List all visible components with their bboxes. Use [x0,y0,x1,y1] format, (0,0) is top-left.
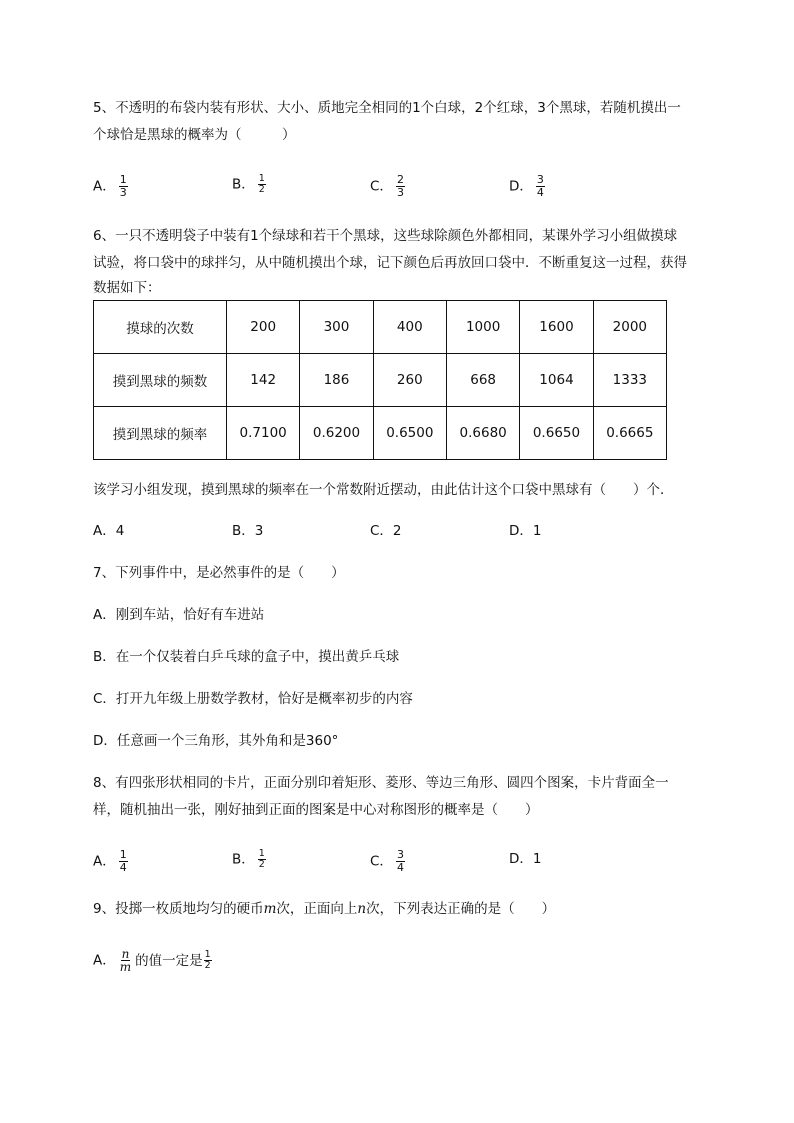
q7-option-a: A．刚到车站，恰好有车进站 [93,607,265,623]
table-cell: 1000 [446,301,519,354]
table-row-header: 摸到黑球的频率 [94,407,227,460]
q6-option-a: A．4 [93,523,125,539]
variable-n: n [357,901,367,917]
table-cell: 200 [227,301,300,354]
table-row-header: 摸球的次数 [94,301,227,354]
q8-stem-line1: 8、有四张形状相同的卡片，正面分别印着矩形、菱形、等边三角形、圆四个图案，卡片背面全一 [93,775,669,791]
q7-option-b: B．在一个仅装着白乒乓球的盒子中，摸出黄乒乓球 [93,649,400,665]
q6-option-b: B．3 [232,523,264,539]
data-table [93,300,667,460]
q8-option-a: A． $\frac{1}{4}$ [93,848,127,874]
table-cell: 186 [300,354,373,407]
table-cell: 0.6200 [300,407,373,460]
q6-stem-line3: 数据如下： [93,280,161,296]
fraction: $\frac{2}{3}$ [396,173,404,199]
q9-stem: 9、投掷一枚质地均匀的硬币m次，正面向上n次，下列表达正确的是（ ） [93,901,556,917]
table-cell: 2000 [593,301,666,354]
q5-option-b: B． $\frac{1}{2}$ [232,173,265,195]
q9-option-a: A． $\frac{n}{m}$ 的值一定是 $\frac{1}{2}$ [93,947,211,974]
fraction: $\frac{3}{4}$ [396,848,404,874]
table-cell: 1333 [593,354,666,407]
q6-stem-line2: 试验，将口袋中的球拌匀，从中随机摸出个球，记下颜色后再放回口袋中．不断重复这一过程，获得 [93,255,687,271]
table-cell: 1064 [520,354,593,407]
table-cell: 0.6650 [520,407,593,460]
q5-option-a: A． $\frac{1}{3}$ [93,173,127,199]
q7-stem: 7、下列事件中，是必然事件的是（ ） [93,565,345,581]
table-row-header: 摸到黑球的频数 [94,354,227,407]
q6-option-d: D．1 [509,523,542,539]
fraction: $\frac{n}{m}$ [119,947,132,974]
q8-option-c: C． $\frac{3}{4}$ [370,848,404,874]
q6-conclusion: 该学习小组发现，摸到黑球的频率在一个常数附近摆动，由此估计这个口袋中黑球有（ ）个． [93,482,674,498]
table-cell: 260 [373,354,446,407]
q5-option-d: D． $\frac{3}{4}$ [509,173,544,199]
fraction: $\frac{1}{2}$ [204,949,211,971]
fraction: $\frac{1}{2}$ [258,173,265,195]
q6-stem-line1: 6、一只不透明袋子中装有1个绿球和若干个黑球，这些球除颜色外都相同，某课外学习小组做摸球 [93,228,678,244]
table-cell: 1600 [520,301,593,354]
table-cell: 400 [373,301,446,354]
table-row [94,354,667,407]
table-cell: 0.7100 [227,407,300,460]
fraction: $\frac{1}{3}$ [119,173,127,199]
q5-stem-line1: 5、不透明的布袋内装有形状、大小、质地完全相同的1个白球，2个红球，3个黑球，若随机摸出一 [93,100,681,116]
q5-stem-line2: 个球恰是黑球的概率为（ ） [93,127,296,143]
table-row [94,407,667,460]
table-cell: 300 [300,301,373,354]
q7-option-c: C．打开九年级上册数学教材，恰好是概率初步的内容 [93,691,413,707]
q5-option-c: C． $\frac{2}{3}$ [370,173,404,199]
fraction: $\frac{1}{4}$ [119,848,127,874]
q8-stem-line2: 样，随机抽出一张，刚好抽到正面的图案是中心对称图形的概率是（ ） [93,802,539,818]
table-cell: 668 [446,354,519,407]
q8-option-d: D．1 [509,851,542,867]
table-cell: 0.6680 [446,407,519,460]
table-cell: 0.6500 [373,407,446,460]
q6-option-c: C．2 [370,523,402,539]
q8-option-b: B． $\frac{1}{2}$ [232,848,265,870]
fraction: $\frac{1}{2}$ [258,848,265,870]
fraction: $\frac{3}{4}$ [536,173,544,199]
variable-m: m [263,901,277,917]
q7-option-d: D．任意画一个三角形，其外角和是360° [93,733,339,749]
table-cell: 0.6665 [593,407,666,460]
table-cell: 142 [227,354,300,407]
table-row [94,301,667,354]
